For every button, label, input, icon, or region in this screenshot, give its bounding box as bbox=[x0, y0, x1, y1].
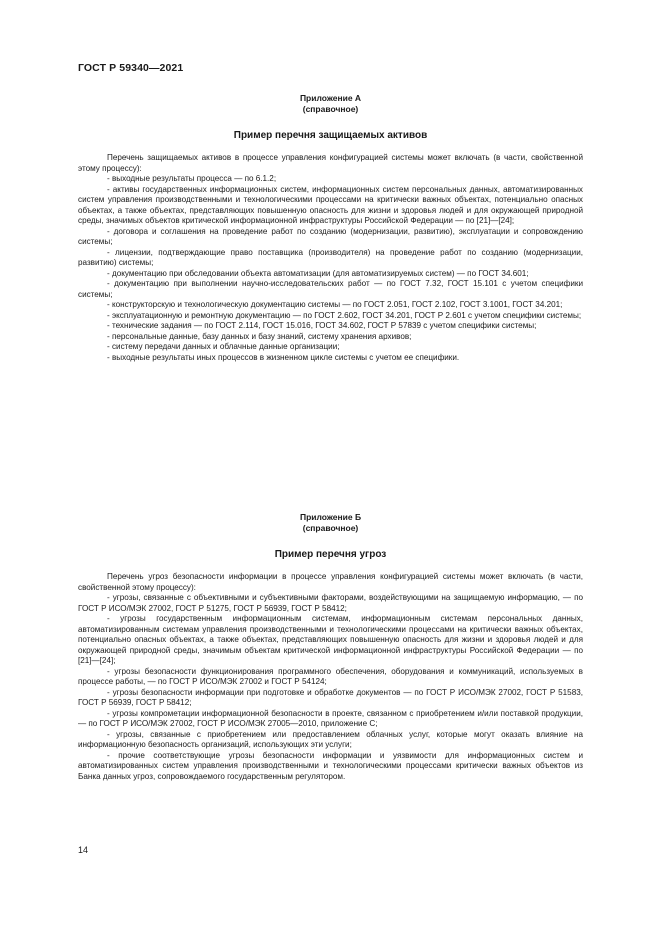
list-item: - угрозы государственным информационным системам, информационным системам персональных данных, автоматизированным системам управления производственными и технологическими процессами на критически важных объектах, потенциально опасных объектах, а также объектах, представляющих повышенную опасность для жизни и здоровья людей и для окружающей природной среды, значимым объектам критической информационной инфраструктуры Российской Федерации — по [21]—[24]; bbox=[78, 614, 583, 665]
list-item: - эксплуатационную и ремонтную документацию — по ГОСТ 2.602, ГОСТ 34.201, ГОСТ Р 2.601 с учетом специфики системы; bbox=[107, 310, 582, 320]
paragraph: Перечень угроз безопасности информации в процессе управления конфигурацией системы может включать (в части, свойственной этому процессу): bbox=[78, 572, 583, 592]
appendix-a-section bbox=[78, 93, 583, 363]
list-item: - выходные результаты процесса — по 6.1.2; bbox=[107, 174, 277, 183]
standard-header: ГОСТ Р 59340—2021 bbox=[78, 62, 184, 74]
list-item: - прочие соответствующие угрозы безопасности информации и уязвимости для информационных систем и автоматизированных систем управления производственными и технологическими процессами критически важных объектов из Банка данных угроз, сопровождаемого государственным регулятором. bbox=[78, 750, 583, 781]
list-item: - документацию при выполнении научно-исследовательских работ — по ГОСТ 7.32, ГОСТ 15.101 с учетом специфики системы; bbox=[78, 279, 583, 299]
appendix-a-kind: (справочное) bbox=[302, 104, 359, 114]
list-item: - угрозы, связанные с объективными и субъективными факторами, воздействующими на защищаемую информацию, — по ГОСТ Р ИСО/МЭК 27002, ГОСТ Р 51275, ГОСТ Р 56939, ГОСТ Р 58412; bbox=[78, 593, 583, 613]
list-item: - договора и соглашения на проведение работ по созданию (модернизации, развитию), эксплуатации и сопровождению системы; bbox=[78, 226, 583, 246]
appendix-a-title: Пример перечня защищаемых активов bbox=[233, 130, 428, 141]
list-item: - активы государственных информационных систем, информационных систем персональных данных, автоматизированных систем управления производственными и технологическими процессами на критически важных объектах, потенциально опасных объектах, а также объектах, представляющих повышенную опасность для жизни и здоровья людей и для окружающей природной среды, значимых объектов критической информационной инфраструктуры Российской Федерации — по [21]—[24]; bbox=[78, 184, 583, 225]
list-item: - угрозы безопасности функционирования программного обеспечения, оборудования и коммуникаций, используемых в процессе работы, — по ГОСТ Р ИСО/МЭК 27002 и ГОСТ Р 54124; bbox=[78, 666, 583, 686]
list-item: - персональные данные, базу данных и базу знаний, систему хранения архивов; bbox=[107, 331, 412, 341]
list-item: - угрозы безопасности информации при подготовке и обработке документов — по ГОСТ Р ИСО/МЭК 27002, ГОСТ Р 51583, ГОСТ Р 56939, ГОСТ Р 58412; bbox=[78, 687, 583, 707]
appendix-b-label: Приложение Б bbox=[299, 512, 362, 522]
list-item: - конструкторскую и технологическую документацию системы — по ГОСТ 2.051, ГОСТ 2.102, ГОСТ 3.1001, ГОСТ 34.201; bbox=[107, 300, 563, 309]
list-item: - лицензии, подтверждающие право поставщика (производителя) на проведение работ по созданию (модернизации, развитию) системы; bbox=[78, 247, 583, 267]
appendix-a-body bbox=[78, 153, 583, 363]
appendix-b-body bbox=[78, 572, 583, 782]
list-item: - технические задания — по ГОСТ 2.114, ГОСТ 15.016, ГОСТ 34.602, ГОСТ Р 57839 с учетом специфики системы; bbox=[107, 321, 537, 330]
appendix-b-title: Пример перечня угроз bbox=[274, 549, 387, 560]
appendix-a-label: Приложение А bbox=[299, 93, 362, 103]
list-item: - угрозы, связанные с приобретением или предоставлением облачных услуг, которые могут оказать влияние на информационную безопасность организаций, использующих эти услуги; bbox=[78, 729, 583, 749]
list-item: - угрозы компрометации информационной безопасности в проекте, связанном с приобретением и/или поставкой продукции, — по ГОСТ Р ИСО/МЭК 27002, ГОСТ Р ИСО/МЭК 27005—2010, приложение С; bbox=[78, 708, 583, 728]
appendix-b-section bbox=[78, 512, 583, 782]
paragraph: Перечень защищаемых активов в процессе управления конфигурацией системы может включать (в части, свойственной этому процессу): bbox=[78, 153, 583, 173]
list-item: - документацию при обследовании объекта автоматизации (для автоматизируемых систем) — по ГОСТ 34.601; bbox=[107, 268, 529, 278]
list-item: - выходные результаты иных процессов в жизненном цикле системы с учетом ее специфики. bbox=[107, 352, 460, 362]
list-item: - систему передачи данных и облачные данные организации; bbox=[107, 342, 340, 351]
appendix-b-kind: (справочное) bbox=[302, 523, 359, 533]
page-number: 14 bbox=[78, 845, 89, 855]
